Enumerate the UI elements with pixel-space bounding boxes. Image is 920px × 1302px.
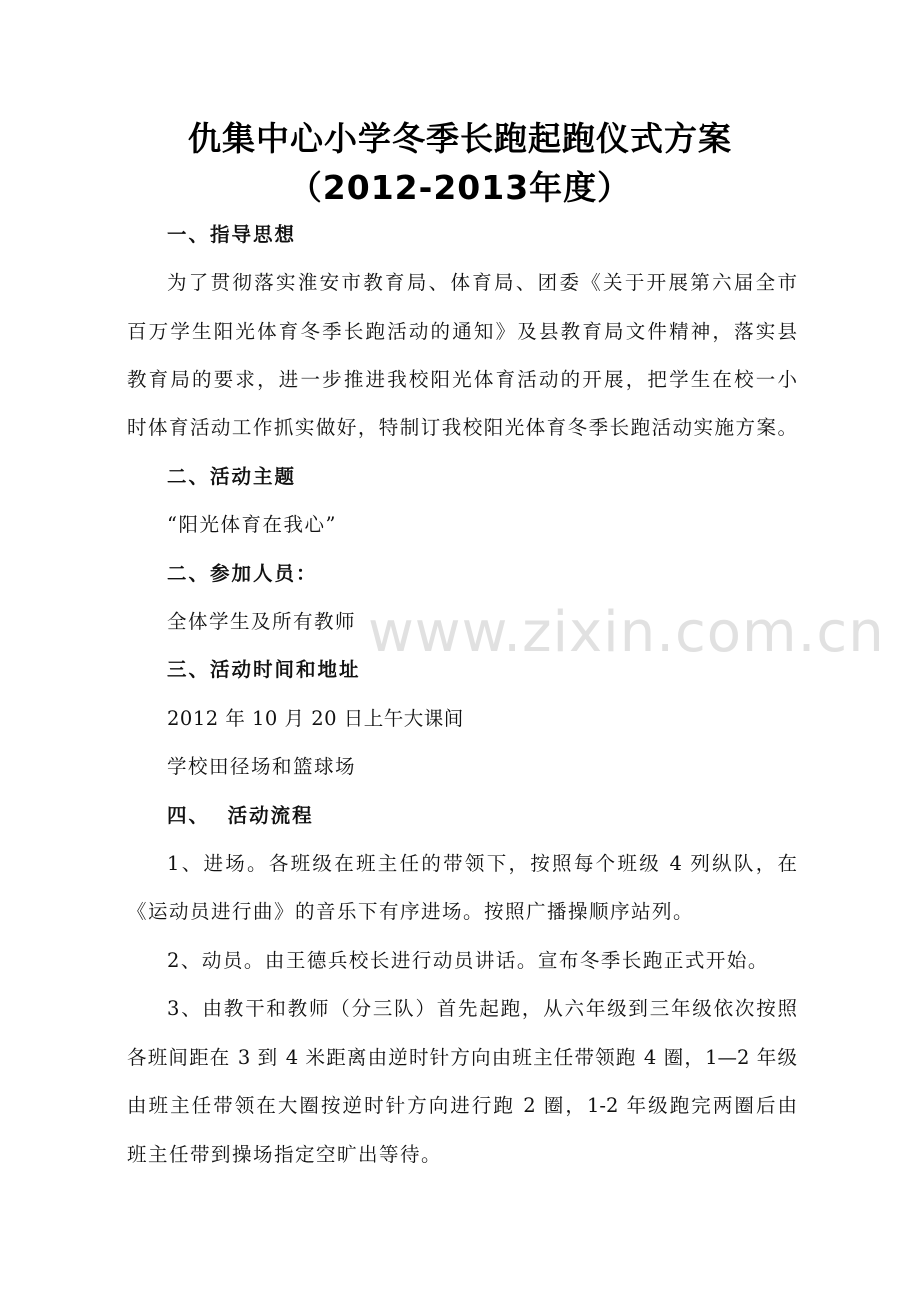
procedure-step-line: 3、由教干和教师（分三队）首先起跑，从六年级到三年级依次按照 [167,997,797,1020]
procedure-step-line: 由班主任带领在大圈按逆时针方向进行跑 2 圈，1-2 年级跑完两圈后由 [127,1094,797,1117]
procedure-step-line: 班主任带到操场指定空旷出等待。 [127,1143,443,1166]
theme-text: “阳光体育在我心” [167,513,337,536]
section-heading-guiding-ideology: 一、指导思想 [167,223,297,246]
document-subtitle-year: （2012-2013年度） [288,168,632,207]
participants-text: 全体学生及所有教师 [167,610,357,633]
procedure-step-line: 各班间距在 3 到 4 米距离由逆时针方向由班主任带领跑 4 圈，1—2 年级 [127,1046,797,1069]
section-heading-theme: 二、活动主题 [167,465,297,488]
section-heading-time-place: 三、活动时间和地址 [167,658,361,681]
document-title: 仇集中心小学冬季长跑起跑仪式方案 [188,119,732,158]
section-heading-participants: 二、参加人员： [167,562,318,585]
event-place-text: 学校田径场和篮球场 [167,755,357,778]
paragraph-line: 百万学生阳光体育冬季长跑活动的通知》及县教育局文件精神，落实县 [127,320,797,343]
paragraph-line: 为了贯彻落实淮安市教育局、体育局、团委《关于开展第六届全市 [167,271,797,294]
watermark: www.zixin.com.cn [368,600,885,665]
event-time-text: 2012 年 10 月 20 日上午大课间 [167,707,464,730]
procedure-step-line: 《运动员进行曲》的音乐下有序进场。按照广播操顺序站列。 [127,900,695,923]
section-heading-procedure: 四、 活动流程 [167,804,314,827]
paragraph-line: 教育局的要求，进一步推进我校阳光体育活动的开展，把学生在校一小 [127,368,797,391]
procedure-step-line: 1、进场。各班级在班主任的带领下，按照每个班级 4 列纵队，在 [167,852,797,875]
procedure-step-line: 2、动员。由王德兵校长进行动员讲话。宣布冬季长跑正式开始。 [167,949,769,972]
paragraph-line: 时体育活动工作抓实做好，特制订我校阳光体育冬季长跑活动实施方案。 [127,416,797,439]
